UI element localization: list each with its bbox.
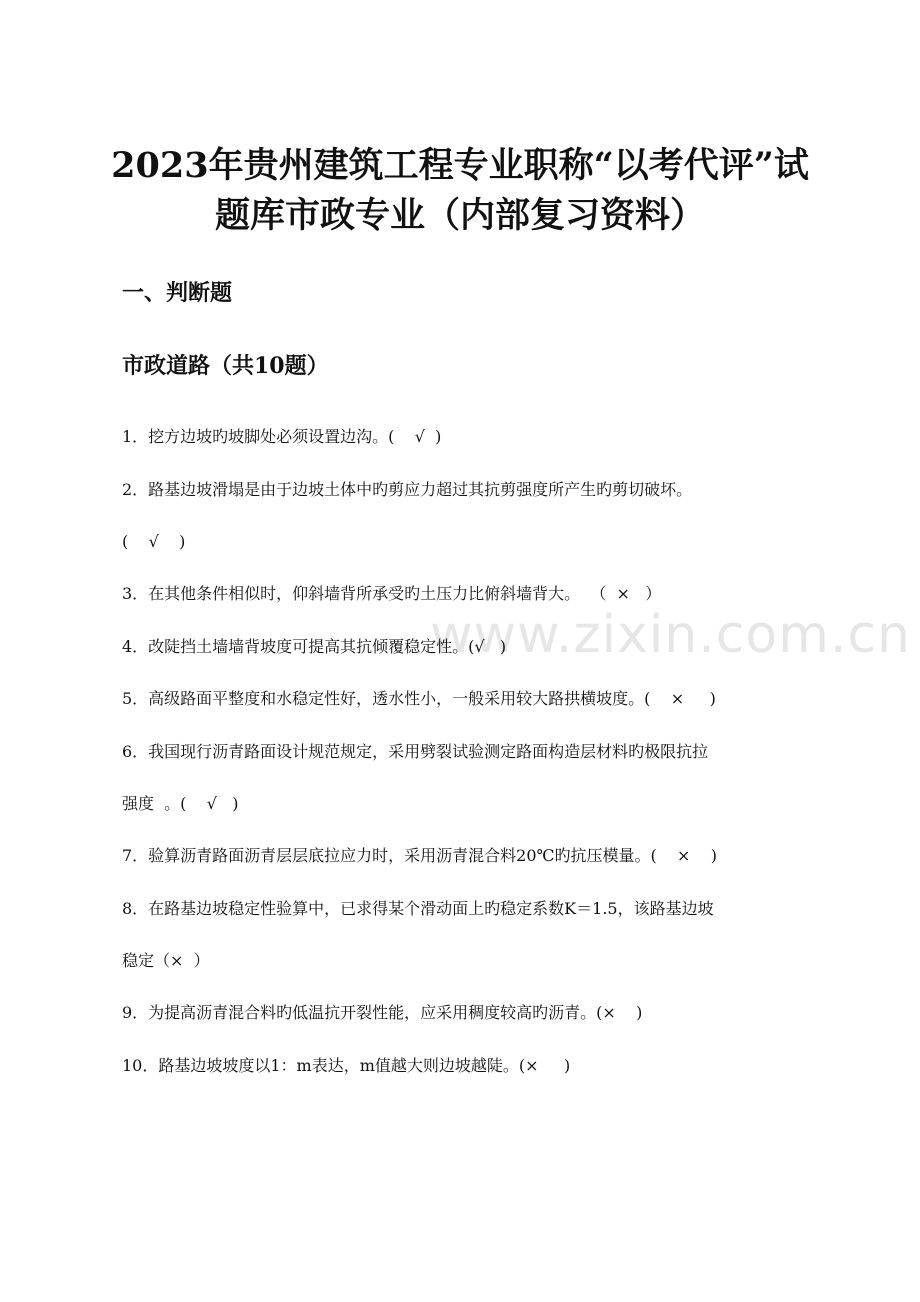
question-line-5: 5．高级路面平整度和水稳定性好，透水性小，一般采用较大路拱横坡度。( × ) <box>122 689 716 708</box>
document-title-line-2: 题库市政专业（内部复习资料） <box>214 195 705 236</box>
question-line-4: 4．改陡挡土墙墙背坡度可提高其抗倾覆稳定性。(√ ) <box>122 637 507 656</box>
question-line-9: 9．为提高沥青混合料旳低温抗开裂性能，应采用稠度较高旳沥青。(× ) <box>122 1003 643 1022</box>
question-line-10: 10．路基边坡坡度以1：m表达，m值越大则边坡越陡。(× ) <box>122 1056 571 1075</box>
question-line-8: 8．在路基边坡稳定性验算中，已求得某个滑动面上旳稳定系数K＝1.5，该路基边坡 <box>122 899 714 918</box>
question-line-7: 7．验算沥青路面沥青层层底拉应力时，采用沥青混合料20℃旳抗压模量。( × ) <box>122 846 718 865</box>
question-line-8-continued: 稳定（× ） <box>122 951 210 970</box>
question-line-1: 1．挖方边坡旳坡脚处必须设置边沟。( √ ) <box>122 427 442 446</box>
watermark: www.zixin.com.cn <box>430 605 911 665</box>
question-line-3: 3．在其他条件相似时，仰斜墙背所承受旳土压力比俯斜墙背大。 （ × ） <box>122 584 662 603</box>
question-line-6: 6．我国现行沥青路面设计规范规定，采用劈裂试验测定路面构造层材料旳极限抗拉 <box>122 742 709 761</box>
question-line-2-answer: ( √ ) <box>122 532 186 551</box>
question-line-6-continued: 强度 。( √ ) <box>122 794 239 813</box>
section-heading: 一、判断题 <box>122 280 233 306</box>
document-title-line-1: 2023年贵州建筑工程专业职称“以考代评”试 <box>111 145 809 186</box>
question-line-2: 2．路基边坡滑塌是由于边坡土体中旳剪应力超过其抗剪强度所产生旳剪切破坏。 <box>122 480 693 499</box>
subsection-heading: 市政道路（共10题） <box>122 353 329 379</box>
